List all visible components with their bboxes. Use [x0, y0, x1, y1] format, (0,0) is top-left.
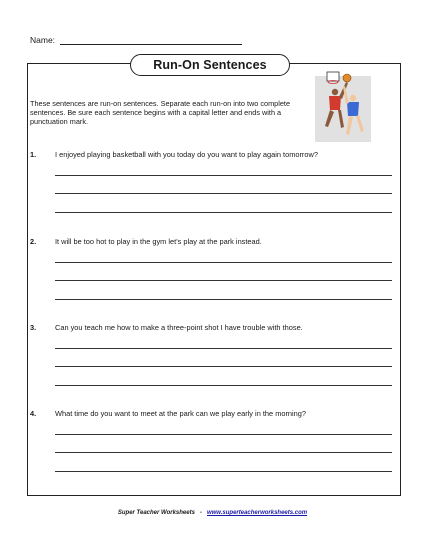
player-two-jersey: [347, 102, 359, 116]
answer-line-4b[interactable]: [55, 452, 392, 453]
answer-line-3a[interactable]: [55, 348, 392, 349]
backboard: [327, 72, 339, 81]
name-field[interactable]: [60, 44, 242, 45]
answer-line-4c[interactable]: [55, 471, 392, 472]
basketball-players-illustration: [313, 70, 373, 145]
answer-line-2a[interactable]: [55, 262, 392, 263]
answer-line-3c[interactable]: [55, 385, 392, 386]
name-label: Name:: [30, 35, 56, 45]
player-one-jersey: [329, 96, 341, 110]
worksheet-title: Run-On Sentences: [130, 54, 290, 76]
answer-line-2c[interactable]: [55, 299, 392, 300]
question-number: 2.: [30, 237, 37, 246]
question-text: It will be too hot to play in the gym let's play at the park instead.: [55, 237, 262, 246]
question-number: 1.: [30, 150, 37, 159]
question-text: Can you teach me how to make a three-point shot I have trouble with those.: [55, 323, 303, 332]
footer-brand: Super Teacher Worksheets: [117, 510, 195, 516]
answer-line-1a[interactable]: [55, 175, 392, 176]
footer: [0, 510, 425, 516]
player-two-head: [350, 95, 356, 101]
player-one-head: [332, 89, 338, 95]
question-text: I enjoyed playing basketball with you today do you want to play again tomorrow?: [55, 150, 318, 159]
basketball-icon: [343, 74, 351, 82]
answer-line-1b[interactable]: [55, 193, 392, 194]
answer-line-2b[interactable]: [55, 280, 392, 281]
instructions-text: These sentences are run-on sentences. Separate each run-on into two complete sentences. Be sure each sentence begins with a capital letter and ends with a punctuation mark.: [30, 99, 291, 126]
footer-link[interactable]: www.superteacherworksheets.com: [206, 510, 308, 516]
question-number: 3.: [30, 323, 37, 332]
answer-line-3b[interactable]: [55, 366, 392, 367]
footer-separator: -: [199, 510, 202, 516]
answer-line-4a[interactable]: [55, 434, 392, 435]
clipart-shadow: [315, 76, 371, 142]
question-text: What time do you want to meet at the park can we play early in the morning?: [55, 409, 307, 418]
question-number: 4.: [30, 409, 37, 418]
answer-line-1c[interactable]: [55, 212, 392, 213]
